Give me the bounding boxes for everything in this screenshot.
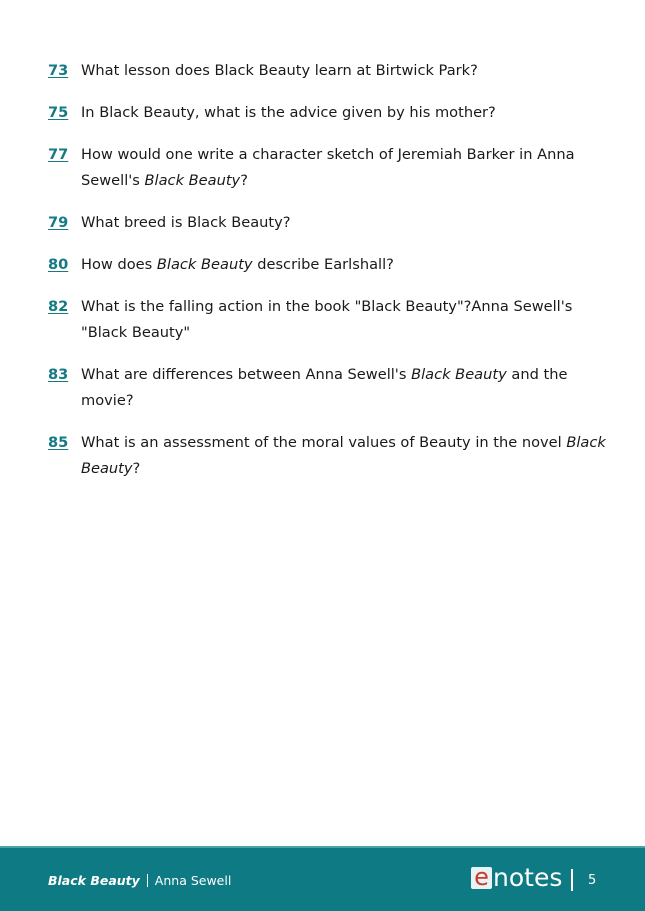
divider bbox=[147, 874, 148, 887]
text-segment: What is an assessment of the moral values of Beauty in the novel bbox=[81, 434, 567, 451]
text-segment: How does bbox=[81, 256, 157, 273]
question-text bbox=[81, 142, 608, 194]
question-text bbox=[81, 210, 608, 236]
book-title: Black Beauty bbox=[48, 873, 140, 888]
question-text bbox=[81, 430, 608, 482]
question-item bbox=[48, 142, 608, 194]
question-item bbox=[48, 100, 608, 126]
text-segment: ? bbox=[132, 460, 141, 477]
question-page-link[interactable]: 73 bbox=[48, 62, 69, 79]
divider bbox=[571, 869, 573, 891]
question-page-link[interactable]: 77 bbox=[48, 146, 69, 163]
footer-title bbox=[48, 873, 231, 888]
question-item bbox=[48, 430, 608, 482]
question-page-link[interactable]: 83 bbox=[48, 366, 69, 383]
question-text bbox=[81, 100, 608, 126]
question-item bbox=[48, 252, 608, 278]
question-page-link[interactable]: 80 bbox=[48, 256, 69, 273]
question-text bbox=[81, 58, 608, 84]
title-italic: Black Beauty bbox=[81, 434, 606, 477]
title-italic: Black Beauty bbox=[156, 256, 253, 273]
text-segment: ? bbox=[240, 172, 248, 189]
question-item bbox=[48, 294, 608, 346]
text-segment: What breed is Black Beauty? bbox=[81, 214, 291, 231]
question-item bbox=[48, 210, 608, 236]
text-segment: What lesson does Black Beauty learn at Birtwick Park? bbox=[81, 62, 478, 79]
title-italic: Black Beauty bbox=[144, 172, 241, 189]
text-segment: and the movie? bbox=[81, 366, 568, 409]
logo-e-icon: e bbox=[471, 867, 492, 889]
title-italic: Black Beauty bbox=[411, 366, 507, 383]
author-name: Anna Sewell bbox=[154, 873, 232, 888]
question-item bbox=[48, 58, 608, 84]
enotes-logo[interactable] bbox=[471, 863, 563, 892]
text-segment: What is the falling action in the book "Black Beauty"?Anna Sewell's "Black Beauty" bbox=[81, 298, 573, 341]
logo-text: notes bbox=[493, 863, 563, 892]
question-text bbox=[81, 362, 608, 414]
text-segment: describe Earlshall? bbox=[252, 256, 394, 273]
question-list bbox=[48, 58, 608, 482]
page-footer bbox=[0, 846, 645, 911]
text-segment: How would one write a character sketch of Jeremiah Barker in Anna Sewell's bbox=[81, 146, 575, 189]
question-page-link[interactable]: 75 bbox=[48, 104, 69, 121]
question-page-link[interactable]: 79 bbox=[48, 214, 69, 231]
text-segment: What are differences between Anna Sewell's bbox=[81, 366, 412, 383]
question-text bbox=[81, 252, 608, 278]
question-text bbox=[81, 294, 608, 346]
question-item bbox=[48, 362, 608, 414]
question-page-link[interactable]: 82 bbox=[48, 298, 69, 315]
question-page-link[interactable]: 85 bbox=[48, 434, 69, 451]
page-number: 5 bbox=[588, 873, 597, 888]
text-segment: In Black Beauty, what is the advice given by his mother? bbox=[81, 104, 496, 121]
